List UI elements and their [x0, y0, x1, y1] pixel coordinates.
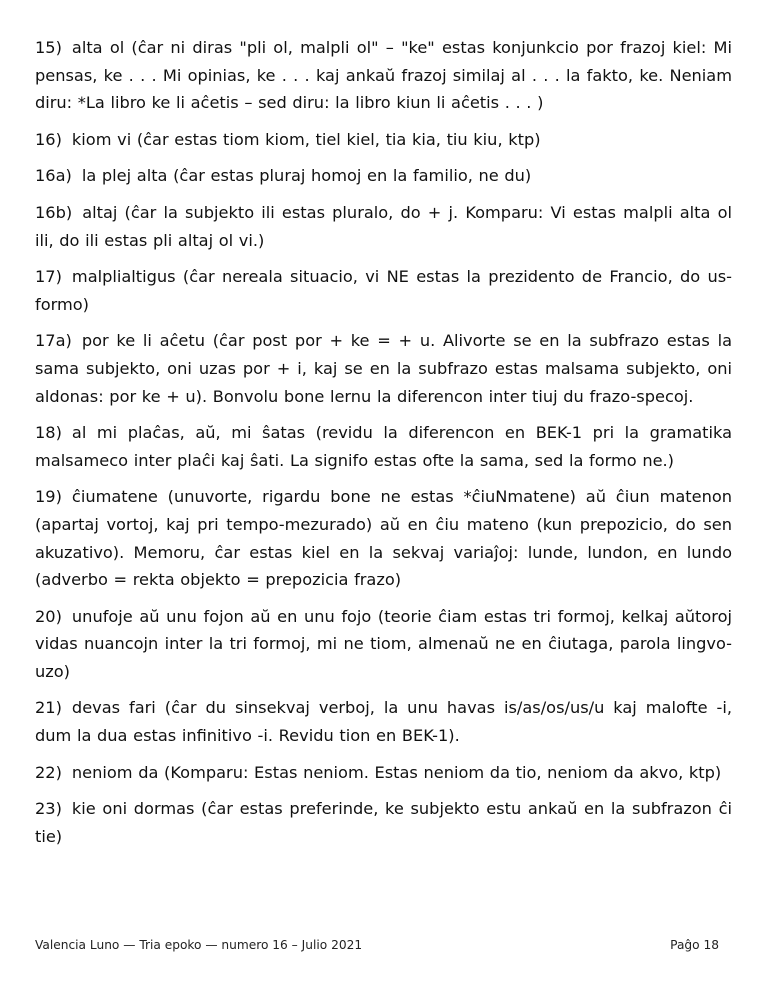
entry-text: neniom da (Komparu: Estas neniom. Estas neniom da tio, neniom da akvo, ktp): [71, 762, 722, 782]
entry-17a: [35, 327, 732, 410]
entry-21: [35, 694, 732, 749]
entry-20: [35, 603, 732, 686]
entry-number: 16b): [35, 202, 73, 222]
entry-17: [35, 263, 732, 318]
page-footer: [35, 938, 719, 952]
entry-number: 22): [35, 762, 62, 782]
entry-text: unufoje aŭ unu fojon aŭ en unu fojo (teorie ĉiam estas tri formoj, kelkaj aŭtoroj vidas nuancojn inter la tri formoj, mi ne tiom, almenaŭ ne en ĉiutaga, parola lingvo-uzo): [35, 606, 732, 681]
entry-16: [35, 126, 732, 154]
entry-text: alta ol (ĉar ni diras "pli ol, malpli ol" – "ke" estas konjunkcio por frazoj kiel: Mi pensas, ke . . . Mi opinias, ke . . . kaj ankaŭ frazoj similaj al . . . la fakto, ke. Neniam diru: *La libro ke li aĉetis – sed diru: la libro kiun li aĉetis . . . ): [35, 38, 732, 113]
entry-22: [35, 759, 732, 787]
entry-text: malplialtigus (ĉar nereala situacio, vi NE estas la prezidento de Francio, do us-formo): [35, 267, 732, 314]
entry-text: al mi plaĉas, aŭ, mi ŝatas (revidu la diferencon en BEK-1 pri la gramatika malsameco inter plaĉi kaj ŝati. La signifo estas ofte la sama, sed la formo ne.): [35, 423, 732, 470]
entry-text: kie oni dormas (ĉar estas preferinde, ke subjekto estu ankaŭ en la subfrazon ĉi tie): [35, 799, 732, 846]
entry-15: [35, 34, 732, 117]
footer-publication: Valencia Luno — Tria epoko — numero 16 – Julio 2021: [35, 938, 363, 952]
entry-number: 21): [35, 698, 62, 718]
entry-number: 18): [35, 423, 62, 443]
entry-text: devas fari (ĉar du sinsekvaj verboj, la unu havas is/as/os/us/u kaj malofte -i, dum la dua estas infinitivo -i. Revidu tion en BEK-1).: [35, 698, 732, 746]
entry-number: 17): [35, 267, 62, 287]
entry-23: [35, 795, 732, 850]
entry-text: la plej alta (ĉar estas pluraj homoj en la familio, ne du): [81, 166, 532, 186]
entry-number: 20): [35, 606, 62, 626]
entry-number: 23): [35, 799, 62, 819]
page-number: Paĝo 18: [670, 938, 719, 952]
entry-text: ĉiumatene (unuvorte, rigardu bone ne estas *ĉiuNmatene) aŭ ĉiun matenon (apartaj vortoj, kaj pri tempo-mezurado) aŭ en ĉiu mateno (kun prepozicio, do sen akuzativo). Memoru, ĉar estas kiel en la sekvaj variaĵoj: lunde, lundon, en lundo (adverbo = rekta objekto = prepozicia frazo): [35, 487, 732, 590]
entry-text: altaj (ĉar la subjekto ili estas pluralo, do + j. Komparu: Vi estas malpli alta ol ili, do ili estas pli altaj ol vi.): [35, 202, 732, 250]
entry-number: 17a): [35, 331, 72, 351]
entry-number: 16a): [35, 166, 72, 186]
entry-number: 15): [35, 38, 62, 57]
entry-16b: [35, 199, 732, 254]
entry-text: por ke li aĉetu (ĉar post por + ke = + u. Alivorte se en la subfrazo estas la sama subjekto, oni uzas por + i, kaj se en la subfrazo estas malsama subjekto, oni aldonas: por ke + u). Bonvolu bone lernu la diferencon inter tiuj du frazo-specoj.: [35, 331, 732, 406]
entry-16a: [35, 162, 732, 190]
document-body: [35, 34, 732, 859]
entry-number: 19): [35, 487, 62, 507]
entry-19: [35, 483, 732, 593]
entry-18: [35, 419, 732, 474]
entry-number: 16): [35, 129, 62, 149]
entry-text: kiom vi (ĉar estas tiom kiom, tiel kiel, tia kia, tiu kiu, ktp): [71, 129, 541, 149]
